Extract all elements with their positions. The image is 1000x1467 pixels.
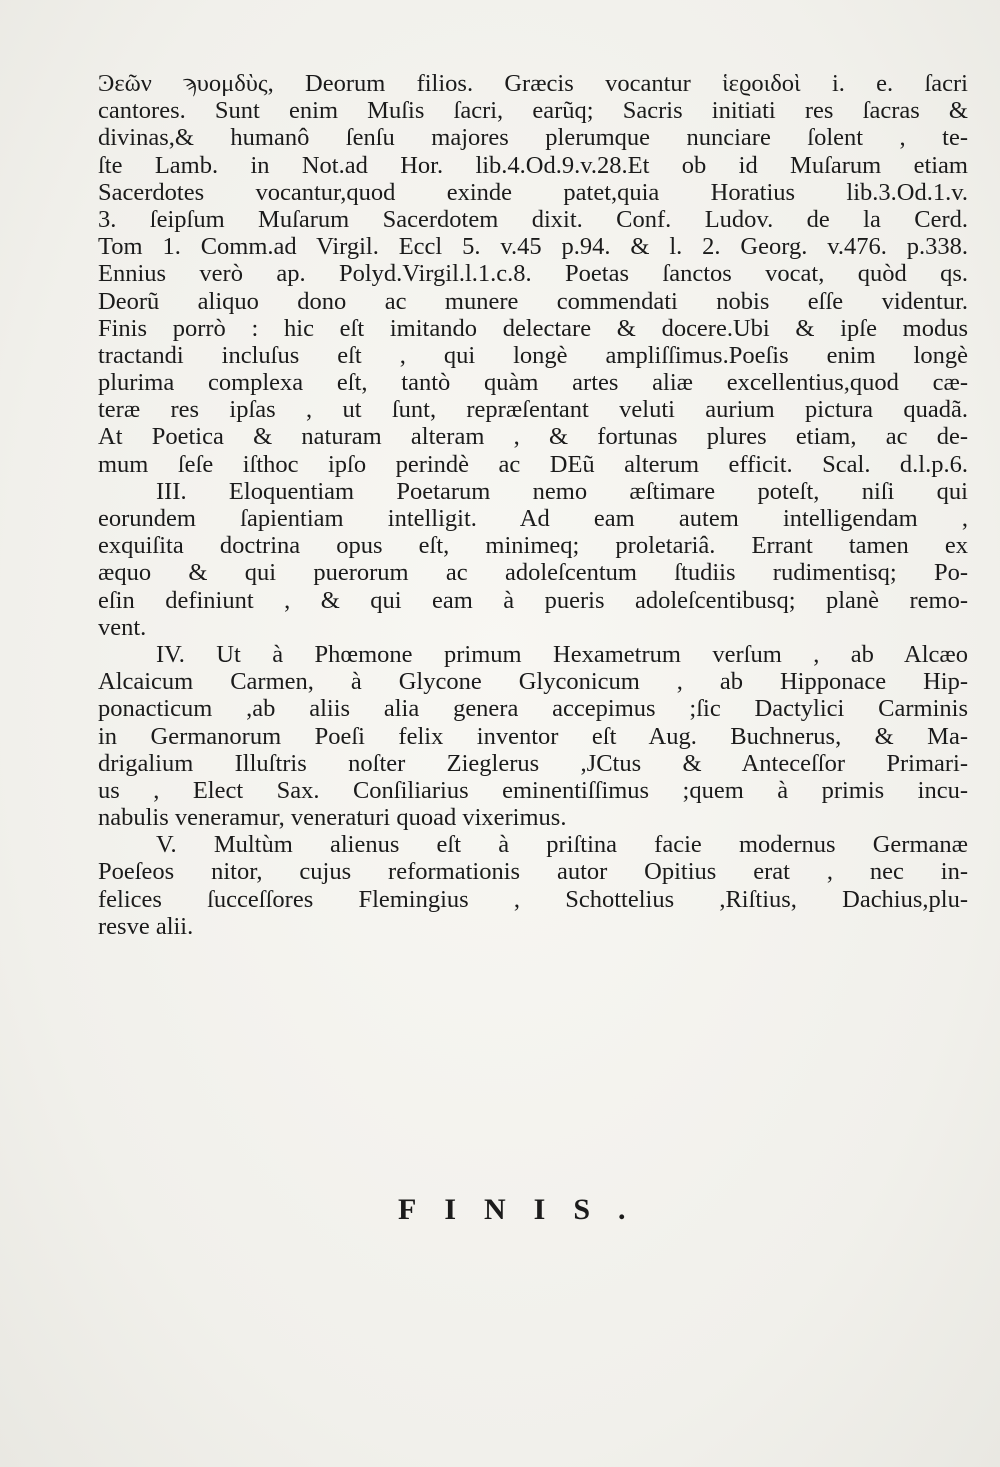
text-line-15: mum ſeſe iſthoc ipſo perindè ac DEũ alterum efficit. Scal. d.l.p.6. xyxy=(98,450,968,478)
text-line-13: teræ res ipſas , ut ſunt, repræſentant veluti aurium pictura quadã. xyxy=(98,396,968,424)
text-line-12: plurima complexa eſt, tantò quàm artes aliæ excellentius,quod cæ- xyxy=(98,369,968,397)
text-line-27: us , Elect Sax. Conſiliarius eminentiſſimus ;quem à primis incu- xyxy=(98,776,968,804)
text-line-6: 3. ſeipſum Muſarum Sacerdotem dixit. Conf. Ludov. de la Cerd. xyxy=(98,205,968,233)
text-line-24: ponacticum ,ab aliis alia genera accepimus ;ſic Dactylici Carminis xyxy=(98,695,968,723)
text-line-2: cantores. Sunt enim Muſis ſacri, earũq; Sacris initiati res ſacras & xyxy=(98,97,968,125)
text-line-11: tractandi incluſus eſt , qui longè ampliſſimus.Poeſis enim longè xyxy=(98,341,968,369)
text-line-22: IV. Ut à Phœmone primum Hexametrum verſum , ab Alcæo xyxy=(156,640,968,668)
body-text xyxy=(98,70,968,940)
text-line-17: eorundem ſapientiam intelligit. Ad eam autem intelligendam , xyxy=(98,505,968,532)
text-line-26: drigalium Illuſtris noſter Zieglerus ,JCtus & Anteceſſor Primari- xyxy=(98,749,968,777)
text-line-18: exquiſita doctrina opus eſt, minimeq; proletariâ. Errant tamen ex xyxy=(98,532,968,560)
text-line-19: æquo & qui puerorum ac adoleſcentum ſtudiis rudimentisq; Po- xyxy=(98,559,968,587)
text-line-30: Poeſeos nitor, cujus reformationis autor Opitius erat , nec in- xyxy=(98,858,968,886)
text-line-14: At Poetica & naturam alteram , & fortunas plures etiam, ac de- xyxy=(98,423,968,451)
text-line-8: Ennius verò ap. Polyd.Virgil.l.1.c.8. Poetas ſanctos vocat, quòd qs. xyxy=(98,260,968,288)
text-line-5: Sacerdotes vocantur,quod exinde patet,quia Horatius lib.3.Od.1.v. xyxy=(98,178,968,206)
finis-heading: FINIS. xyxy=(398,1193,654,1226)
text-line-7: Tom 1. Comm.ad Virgil. Eccl 5. v.45 p.94. & l. 2. Georg. v.476. p.338. xyxy=(98,233,968,261)
text-line-29: V. Multùm alienus eſt à priſtina facie modernus Germanæ xyxy=(156,831,968,859)
text-line-31: felices ſucceſſores Flemingius , Schottelius ,Riſtius, Dachius,plu- xyxy=(98,885,968,913)
text-line-28: nabulis veneramur, veneraturi quoad vixerimus. xyxy=(98,804,567,832)
text-line-16: III. Eloquentiam Poetarum nemo æſtimare poteſt, niſi qui xyxy=(156,477,968,505)
text-line-32: resve alii. xyxy=(98,912,194,940)
text-line-25: in Germanorum Poeſi felix inventor eſt Aug. Buchnerus, & Ma- xyxy=(98,722,968,750)
text-line-23: Alcaicum Carmen, à Glycone Glyconicum , ab Hipponace Hip- xyxy=(98,668,968,696)
text-line-1: Ͽεῶν ϡυομδὺς, Deorum filios. Græcis vocantur ἱεϱοιδοὶ i. e. ſacri xyxy=(98,70,968,97)
text-line-4: ſte Lamb. in Not.ad Hor. lib.4.Od.9.v.28.Et ob id Muſarum etiam xyxy=(98,151,968,179)
text-line-9: Deorũ aliquo dono ac munere commendati nobis eſſe videntur. xyxy=(98,287,968,315)
text-line-20: eſin definiunt , & qui eam à pueris adoleſcentibusq; planè remo- xyxy=(98,586,968,614)
text-line-10: Finis porrò : hic eſt imitando delectare & docere.Ubi & ipſe modus xyxy=(98,314,968,342)
text-line-3: divinas,& humanô ſenſu majores plerumque nunciare ſolent , te- xyxy=(98,124,968,152)
text-line-21: vent. xyxy=(98,613,147,641)
